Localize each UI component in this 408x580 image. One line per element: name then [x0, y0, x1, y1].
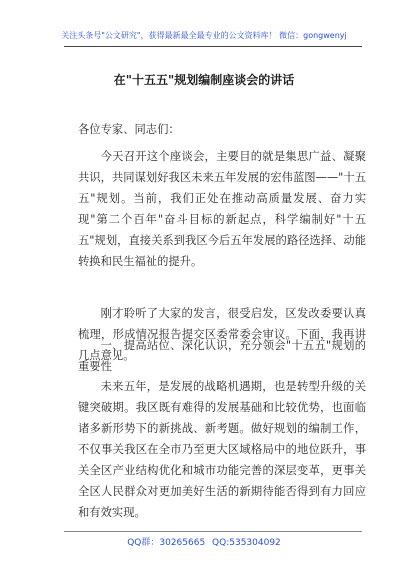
footer-contact: [0, 535, 408, 548]
paragraph-importance: [78, 376, 366, 523]
document-title: 在"十五五"规划编制座谈会的讲话: [113, 73, 295, 87]
paragraph-text: 未来五年，是发展的战略机遇期，也是转型升级的关键突破期。我区既有难得的发展基础和比较优势，也面临诸多新形势下的新挑战、新考题。做好规划的编制工作，不仅事关我区在全市乃至更大区域格局中的地位跃升，事关全区产业结构优化和城市功能完善的深层变革，更事关全区人民群众对更加美好生活的新期待能否得到有力回应和有效实现。: [78, 380, 366, 519]
footer-qq-group: QQ群：30265665: [127, 538, 206, 548]
paragraph-text: 刚才聆听了大家的发言，很受启发，区发改委要认真梳理，形成情况报告提交区委常委会审议。下面，我再讲几点意见。: [78, 307, 366, 362]
footer-divider: [64, 531, 362, 532]
header-divider: [64, 46, 362, 47]
section-heading-1: [78, 335, 366, 377]
salutation: 各位专家、同志们：: [78, 123, 180, 136]
section-heading-text: 一、提高站位、深化认识，充分领会"十五五"规划的重要性: [78, 339, 366, 373]
header-note: 关注头条号"公文研究"，获得最新最全最专业的公文资料库！ 微信：gongwenyj: [61, 31, 347, 40]
paragraph-text: 今天召开这个座谈会，主要目的就是集思广益、凝聚共识，共同谋划好我区未来五年发展的宏伟蓝图——"十五五"规划。当前，我们正处在推动高质量发展、奋力实现"第二个百年"奋斗目标的新起点，科学编制好"十五五"规划，直接关系到我区今后五年发展的路径选择、动能转换和民生福祉的提升。: [78, 150, 366, 268]
footer-qq-number: QQ:535304092: [212, 538, 281, 548]
paragraph-intro: [78, 146, 366, 272]
